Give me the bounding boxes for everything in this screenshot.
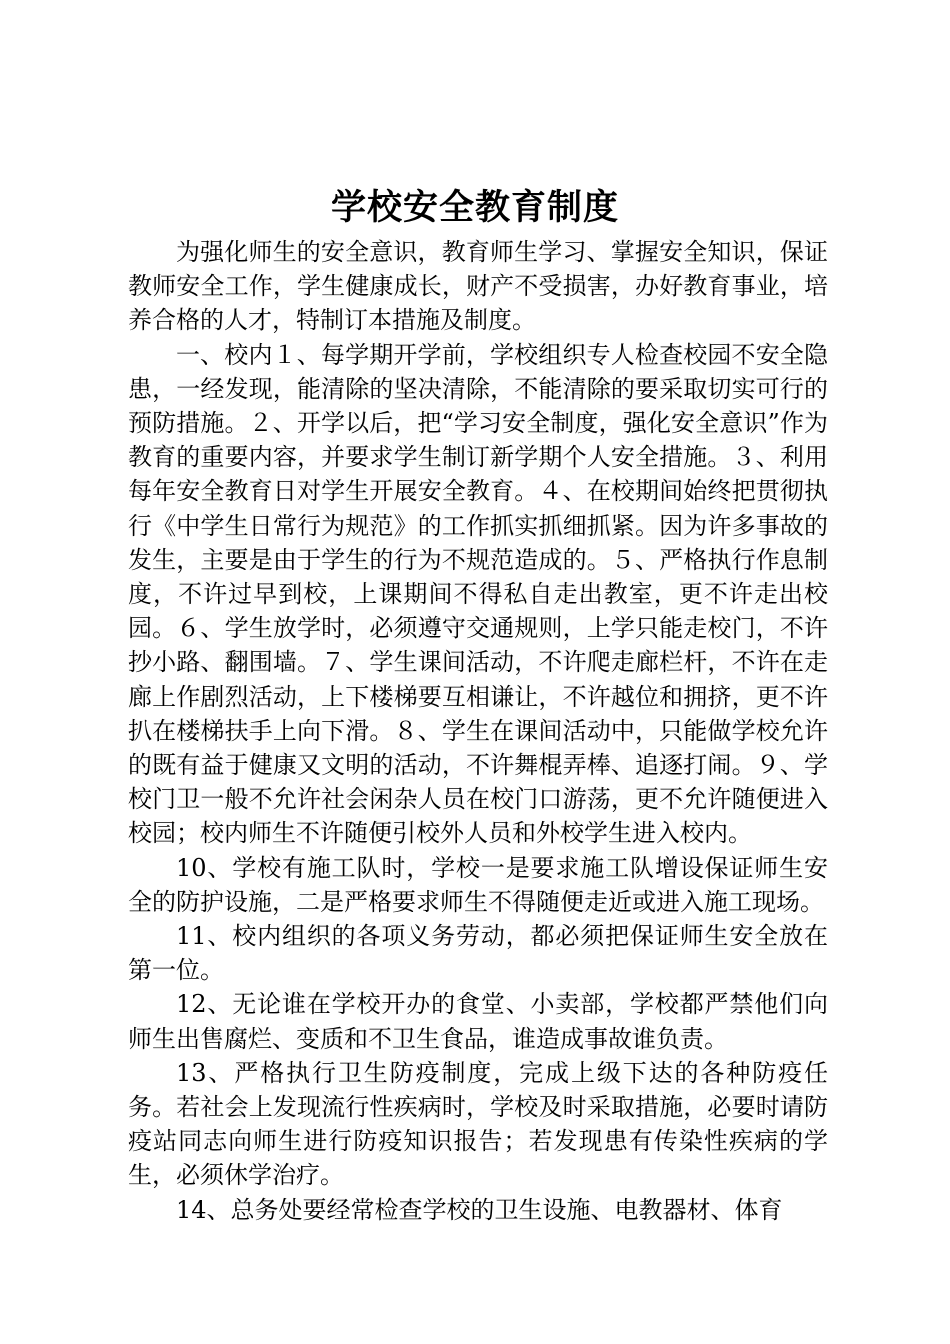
document-body [128,235,828,1227]
paragraph-item-14: 14、总务处要经常检查学校的卫生设施、电教器材、体育 [176,1195,783,1224]
paragraph-item-10: 10、学校有施工队时，学校一是要求施工队增设保证师生安全的防护设施，二是严格要求师生不得随便走近或进入施工现场。 [128,853,828,916]
paragraph-item-11: 11、校内组织的各项义务劳动，都必须把保证师生安全放在第一位。 [128,922,828,985]
paragraph-item-13: 13、严格执行卫生防疫制度，完成上级下达的各种防疫任务。若社会上发现流行性疾病时，学校及时采取措施，必要时请防疫站同志向师生进行防疫知识报告；若发现患有传染性疾病的学生，必须休学治疗。 [128,1058,828,1190]
document-title: 学校安全教育制度 [330,188,619,228]
paragraph-item-12: 12、无论谁在学校开办的食堂、小卖部，学校都严禁他们向师生出售腐烂、变质和不卫生食品，谁造成事故谁负责。 [128,990,828,1053]
paragraph-intro: 为强化师生的安全意识，教育师生学习、掌握安全知识，保证教师安全工作，学生健康成长，财产不受损害，办好教育事业，培养合格的人才，特制订本措施及制度。 [128,238,828,335]
paragraph-section-1: 一、校内１、每学期开学前，学校组织专人检查校园不安全隐患，一经发现，能清除的坚决清除，不能清除的要采取切实可行的预防措施。２、开学以后，把“学习安全制度，强化安全意识”作为教育的重要内容，并要求学生制订新学期个人安全措施。３、利用每年安全教育日对学生开展安全教育。４、在校期间始终把贯彻执行《中学生日常行为规范》的工作抓实抓细抓紧。因为许多事故的发生，主要是由于学生的行为不规范造成的。５、严格执行作息制度，不许过早到校，上课期间不得私自走出教室，更不许走出校园。６、学生放学时，必须遵守交通规则，上学只能走校门，不许抄小路、翻围墙。７、学生课间活动，不许爬走廊栏杆，不许在走廊上作剧烈活动，上下楼梯要互相谦让，不许越位和拥挤，更不许扒在楼梯扶手上向下滑。８、学生在课间活动中，只能做学校允许的既有益于健康又文明的活动，不许舞棍弄棒、追逐打闹。９、学校门卫一般不允许社会闲杂人员在校门口游荡，更不允许随便进入校园；校内师生不许随便引校外人员和外校学生进入校内。 [128,340,828,848]
